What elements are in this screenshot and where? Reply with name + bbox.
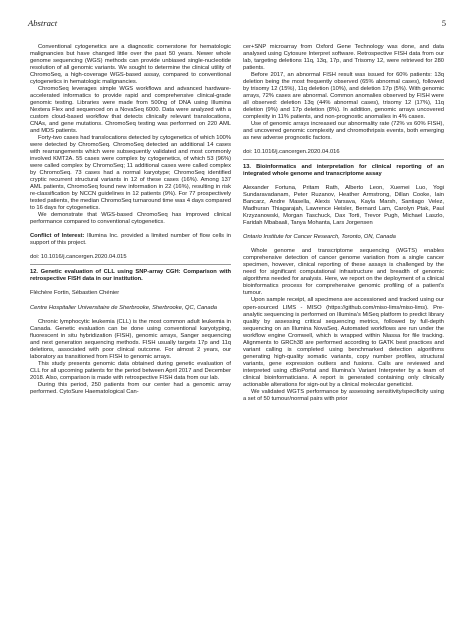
journal-section-label: Abstract [28,18,58,28]
abstract-paragraph: We demonstrate that WGS-based ChromoSeq has improved clinical performance compared to conventional cytogenetics. [30,212,231,226]
abstract-paragraph: We validated WGTS performance by assessing sensitivity/specificity using a set of 50 tumour/normal pairs with prior [243,388,444,402]
affiliation: Ontario Institute for Cancer Research, Toronto, ON, Canada [243,234,396,241]
abstract-paragraph: During this period, 250 patients from our center had a genomic array performed. CytoSure Haematological Can- [30,381,231,395]
abstract-paragraph: This study presents genomic data obtained during genetic evaluation of CLL for all upcoming patients for the period between April 2017 and December 2018. Also, comparison is made with retrospective FISH data from our lab. [30,360,231,381]
conflict-of-interest-label: Conflict of Interest: [30,233,85,240]
affiliation: Centre Hospitalier Universitaire de Sherbrooke, Sherbrooke, QC, Canada [30,304,217,311]
abstract-paragraph: Before 2017, an abnormal FISH result was issued for 60% patients: 13q deletion being the most frequently observed (65% abnormal cases), followed by trisomy 12 (15%), 11q deletion (10%), and deletion 17p (5%). With genomic arrays, 72% cases are abnormal. Common anomalies observed by FISH were all observed: deletion 13q (44% abnormal cases), trisomy 12 (17%), 11q deletion (9%) and 17p deletion (8%). In addition, genomic arrays uncovered complexity in 11% patients, and non-prognostic anomalies in 4% cases. [243,72,444,121]
doi-link[interactable]: doi: 10.1016/j.cancergen.2020.04.016 [243,149,340,156]
abstract-paragraph: ChromoSeq leverages simple WGS workflows and advanced hardware-accelerated informatics to provide rapid and comprehensive clinical-grade genomic testing. Libraries were made from 500ng of DNA using Illumina Nextera Flex and sequenced on a NovaSeq 6000. Data were analyzed with a custom cloud-based workflow that detects clinically relevant translocations, CNAs, and gene mutations. ChromoSeq testing was performed on 220 AML and MDS patients. [30,86,231,135]
left-column [30,44,231,619]
abstract-paragraph: Use of genomic arrays increased our abnormality rate (72% vs 60% FISH), and uncovered genomic complexity and chromothripsis events, both emerging as new adverse prognostic factors. [243,121,444,142]
section-heading: 13. Bioinformatics and interpretation for clinical reporting of an integrated whole genome and transcriptome assay [243,164,444,178]
section-heading: 12. Genetic evaluation of CLL using SNP-array CGH: Comparison with retrospective FISH data in our institution. [30,269,231,283]
abstract-paragraph: Chronic lymphocytic leukemia (CLL) is the most common adult leukemia in Canada. Genetic evaluation can be done using conventional karyotyping, fluorescent in situ hybridization (FISH), genomic arrays, Sanger sequencing and next generation sequencing methods. FISH usually targets 17p and 11q deletions, associated with poor clinical outcome. For almost 2 years, our laboratory as transitioned from FISH to genomic arrays. [30,318,231,360]
conflict-of-interest [30,233,231,247]
right-column [243,44,444,619]
abstract-paragraph: Conventional cytogenetics are a diagnostic cornerstone for hematologic malignancies but have changed little over the past 50 years. Newer whole genome sequencing (WGS) methods can provide unbiased single-nucleotide resolution of all genomic variants. We sought to determine the clinical utility of ChromoSeq, a high-coverage WGS-based assay, compared to conventional cytogenetics in hematologic malignancies. [30,44,231,86]
section-divider [243,159,444,160]
conflict-of-interest-text: Illumina Inc. provided a limited number of flow cells in support of this project. [30,233,231,247]
section-divider [30,264,231,265]
author-list: Alexander Fortuna, Pritam Rath, Alberto Leon, Xuemei Luo, Yogi Sundaravadanam, Peter Ruzanov, Heather Armstrong, Dillan Cooke, Iain Bancarz, Andre Masella, Alexis Varsava, Kayla Marsh, Santiago Velez, Madhuran Thiagarajah, Lawrence Heisler, Bernard Lam, Carolyn Ptak, Paul Krzyzanowski, Morgan Taschuck, Dax Torti, Trevor Pugh, Michael Laszlo, Faridah Mbabaali, Tanya Mohanta, Lars Jorgensen [243,185,444,227]
author-list: Fléchère Fortin, Sébastien Chénier [30,290,120,297]
abstract-paragraph: cer+SNP microarray from Oxford Gene Technology was done, and data analysed using Cytosure Interpret software. Retrospective FISH data from our lab, targeting deletions 11q, 13q, 17p, and Trisomy 12, were retrieved for 280 patients. [243,44,444,72]
running-head [28,18,446,30]
page-number: 5 [441,18,446,28]
abstract-paragraph: Forty-two cases had translocations detected by cytogenetics of which 100% were detected by ChromoSeq. ChromoSeq detected an additional 14 cases with rearrangements which were subsequently validated and most commonly involved KMT2A. 55 cases were complex by cytogenetics, of which 53 (96%) were called complex by ChromoSeq; 11 additional cases were called complex by ChromoSeq. 73 cases had a normal karyotype; ChromoSeq identified cryptic recurrent structural variants in 12 of these cases (16%). Among 137 AML patients, ChromoSeq found new information in 22 (16%), resulting in risk re-classification by NCCN guidelines in 12 patients (9%). For 77 prospectively tested patients, the median ChromoSeq turnaround time was 4 days compared to 16 days for cytogenetics. [30,135,231,212]
abstract-paragraph: Whole genome and transcriptome sequencing (WGTS) enables comprehensive detection of cancer genome variation from a single cancer specimen, however, clinical reporting of these assays is challenged by the need for significant computational infrastructure and breadth of genomic algorithms needed for analysis. Here, we report on the deployment of a clinical bioinformatics process for comprehensive genomic profiling of a patient's tumour. [243,248,444,297]
doi-link[interactable]: doi: 10.1016/j.cancergen.2020.04.015 [30,254,127,261]
abstract-paragraph: Upon sample receipt, all specimens are accessioned and tracked using our open-sourced LIMS - MISO (https://github.com/miso-lims/miso-lims). Pre-analytic sequencing is performed on Illumina's MiSeq platform to predict library quality by assessing critical sequencing metrics, followed by full-depth sequencing on an Illumina NovaSeq. Automated workflows are run under the workflow engine Cromwell, which is wrapped within Niassa for file tracking. Alignments to GRCh38 are performed according to GATK best practices and variant calling is completed using benchmarked detection algorithms generating high-quality somatic variants, copy number profiles, structural variants, gene expression outliers and fusions. Calls are reviewed and interpreted using cBioPortal and Illumina's Variant Interpreter by a team of clinical bioinformaticians. A report is generated containing only clinically actionable alterations for sign-out by a clinical molecular geneticist. [243,297,444,388]
